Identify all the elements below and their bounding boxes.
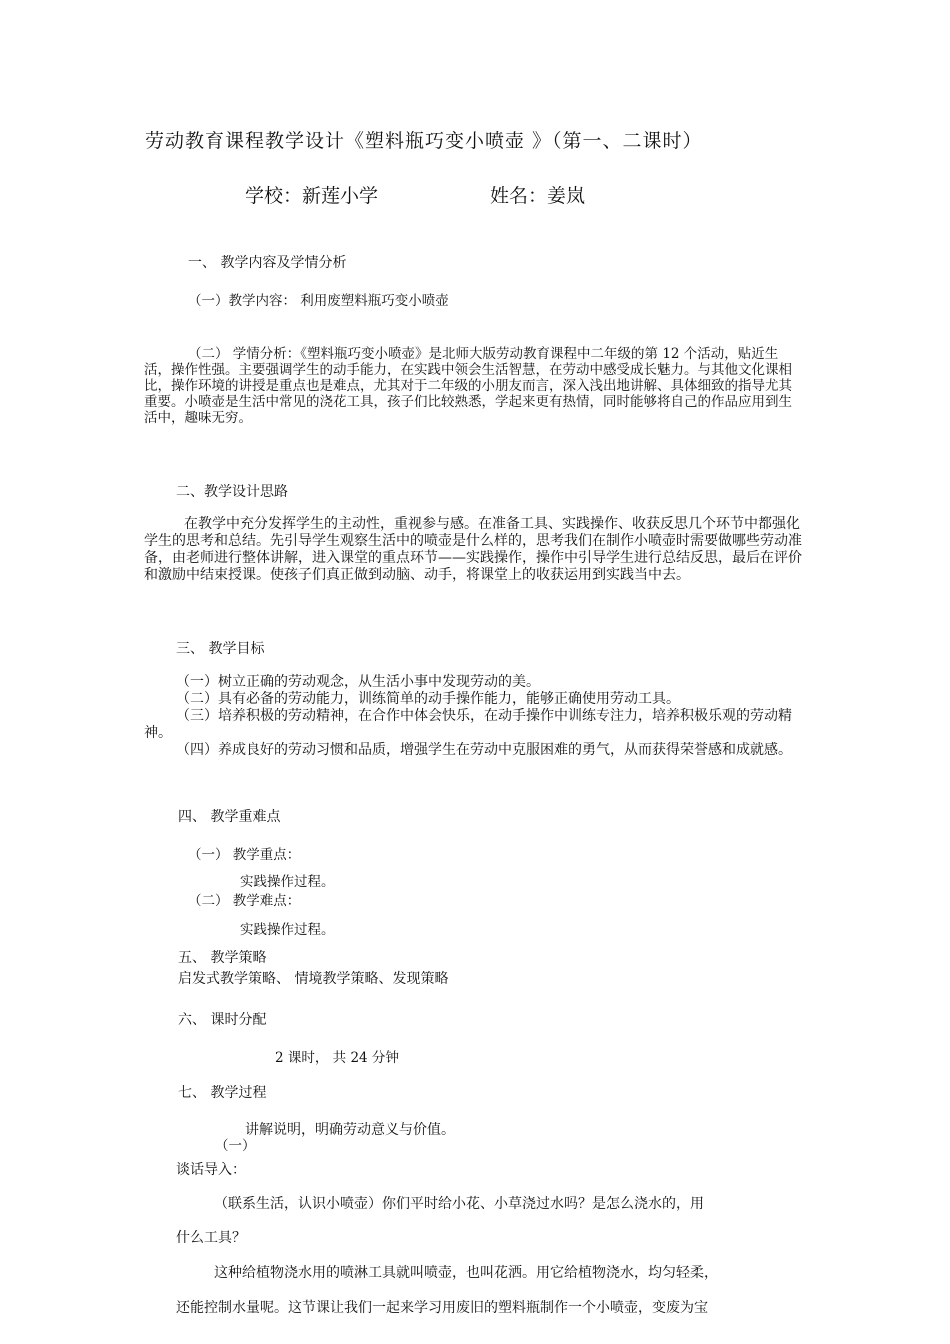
process-step-1-title: 讲解说明，明确劳动意义与价值。 bbox=[245, 1122, 455, 1138]
section-5-heading: 五、 教学策略 bbox=[178, 950, 267, 966]
school-label: 学校：新莲小学 bbox=[245, 185, 379, 207]
period-allocation: 2 课时， 共 24 分钟 bbox=[275, 1050, 399, 1066]
difficulty-label: （二） 教学难点： bbox=[188, 893, 301, 909]
strategy-text: 启发式教学策略、 情境教学策略、发现策略 bbox=[178, 971, 449, 987]
section-2-heading: 二、教学设计思路 bbox=[176, 484, 288, 500]
sprayer-paragraph-line-1: 这种给植物浇水用的喷淋工具就叫喷壶，也叫花洒。用它给植物浇水，均匀轻柔， bbox=[214, 1265, 718, 1281]
document-title: 劳动教育课程教学设计《塑料瓶巧变小喷壶 》（第一、二课时） bbox=[145, 130, 703, 152]
section-6-heading: 六、 课时分配 bbox=[178, 1012, 267, 1028]
section-3-heading: 三、 教学目标 bbox=[176, 641, 265, 657]
intro-paragraph-line-1: （联系生活，认识小喷壶）你们平时给小花、小草浇过水吗？是怎么浇水的，用 bbox=[214, 1196, 704, 1212]
section-4-heading: 四、 教学重难点 bbox=[178, 809, 281, 825]
goal-2: （二）具有必备的劳动能力，训练简单的动手操作能力，能够正确使用劳动工具。 bbox=[176, 691, 680, 707]
section-1-heading: 一、 教学内容及学情分析 bbox=[188, 255, 347, 271]
key-point-value: 实践操作过程。 bbox=[240, 874, 335, 890]
teaching-content: （一）教学内容： 利用废塑料瓶巧变小喷壶 bbox=[188, 293, 449, 309]
design-idea-paragraph: 在教学中充分发挥学生的主动性，重视参与感。在准备工具、实践操作、收获反思几个环节中都强化学生的思考和总结。先引导学生观察生活中的喷壶是什么样的，思考我们在制作小喷壶时需要做哪些劳动准备，由老师进行整体讲解，进入课堂的重点环节——实践操作，操作中引导学生进行总结反思，最后在评价和激励中结束授课。使孩子们真正做到动脑、动手，将课堂上的收获运用到实践当中去。 bbox=[144, 516, 802, 583]
intro-label: 谈话导入： bbox=[176, 1162, 246, 1178]
difficulty-value: 实践操作过程。 bbox=[240, 922, 335, 938]
goal-3: （三）培养积极的劳动精神，在合作中体会快乐，在动手操作中训练专注力，培养积极乐观的劳动精神。 bbox=[144, 708, 792, 741]
process-step-1-number: （一） bbox=[215, 1138, 256, 1154]
goal-1: （一）树立正确的劳动观念，从生活小事中发现劳动的美。 bbox=[176, 674, 540, 690]
learning-analysis-paragraph: （二） 学情分析：《塑料瓶巧变小喷壶》是北师大版劳动教育课程中二年级的第 12 个活动，贴近生活，操作性强。主要强调学生的动手能力，在实践中领会生活智慧，在劳动中感受成长魅力。与其他文化课相比，操作环境的讲授是重点也是难点，尤其对于二年级的小朋友而言，深入浅出地讲解、具体细致的指导尤其重要。小喷壶是生活中常见的浇花工具，孩子们比较熟悉，学起来更有热情，同时能够将自己的作品应用到生活中，趣味无穷。 bbox=[144, 346, 792, 426]
goal-4: （四）养成良好的劳动习惯和品质，增强学生在劳动中克服困难的勇气，从而获得荣誉感和成就感。 bbox=[176, 742, 792, 758]
sprayer-paragraph-line-2: 还能控制水量呢。这节课让我们一起来学习用废旧的塑料瓶制作一个小喷壶，变废为宝 bbox=[176, 1300, 708, 1316]
section-7-heading: 七、 教学过程 bbox=[178, 1085, 267, 1101]
key-point-label: （一） 教学重点： bbox=[188, 847, 301, 863]
intro-paragraph-line-2: 什么工具？ bbox=[176, 1230, 246, 1246]
author-label: 姓名：姜岚 bbox=[490, 185, 586, 207]
